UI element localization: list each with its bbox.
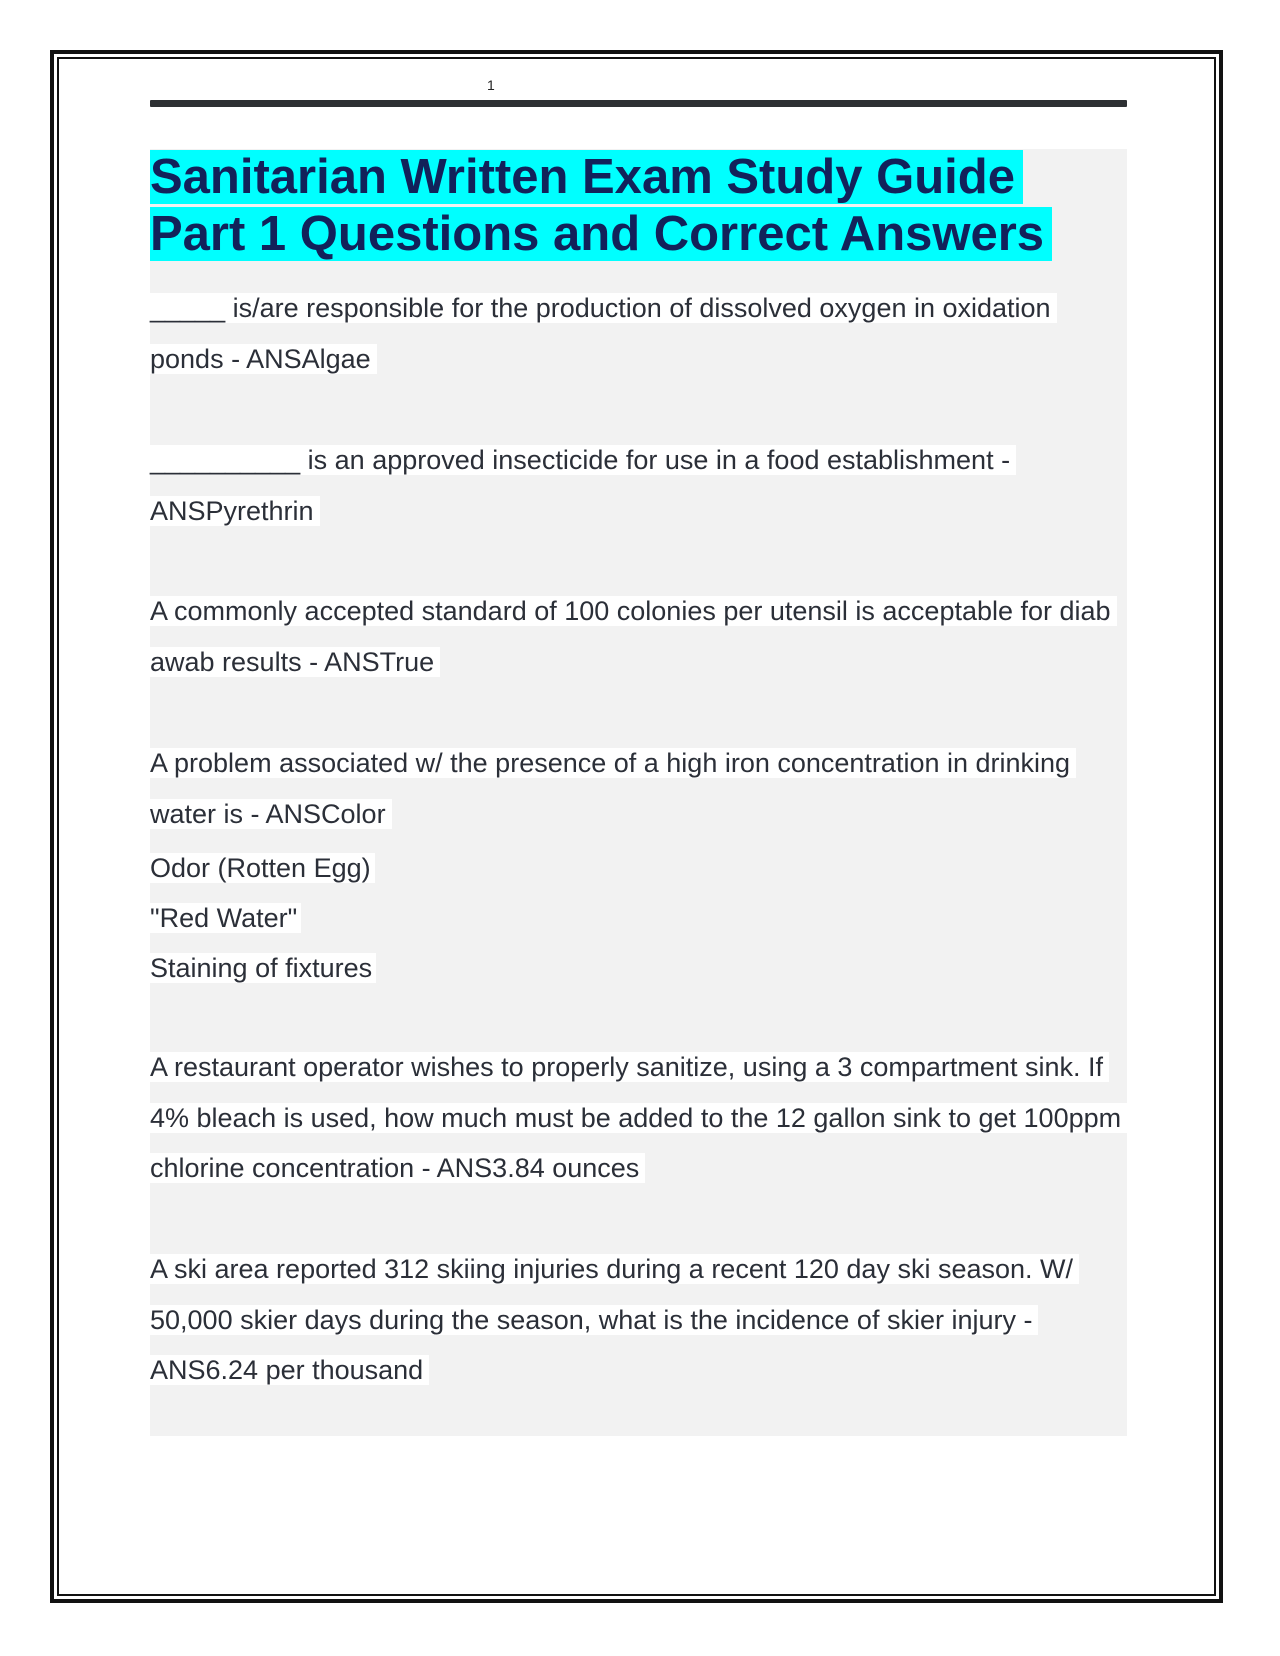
- qa-item-4-extra-line-3: Staining of fixtures: [150, 943, 1127, 993]
- qa-item-3-text: A commonly accepted standard of 100 colonies per utensil is acceptable for diab awab results - ANSTrue: [150, 596, 1117, 677]
- qa-item-4: [150, 738, 1127, 839]
- document-title: [150, 149, 1127, 263]
- title-line-1: Sanitarian Written Exam Study Guide: [150, 150, 1023, 204]
- qa-item-2: [150, 435, 1127, 536]
- title-line-2: Part 1 Questions and Correct Answers: [150, 207, 1052, 261]
- qa-item-5-text: A restaurant operator wishes to properly sanitize, using a 3 compartment sink. If 4% bleach is used, how much must be added to the 12 gallon sink to get 100ppm chlorine concentration - ANS3.84 ounces: [150, 1052, 1127, 1183]
- page-number: 1: [487, 77, 495, 93]
- qa-item-6-text: A ski area reported 312 skiing injuries during a recent 120 day ski season. W/ 50,000 skier days during the season, what is the incidence of skier injury - ANS6.24 per thousand: [150, 1254, 1079, 1385]
- qa-item-4-extra-line-1: Odor (Rotten Egg): [150, 843, 1127, 893]
- qa-item-3: [150, 586, 1127, 687]
- qa-item-1-text: _____ is/are responsible for the production of dissolved oxygen in oxidation ponds - ANSAlgae: [150, 293, 1057, 374]
- header-rule: [150, 100, 1127, 107]
- qa-item-6: [150, 1244, 1127, 1396]
- qa-item-4-text: A problem associated w/ the presence of a high iron concentration in drinking water is - ANSColor: [150, 748, 1076, 829]
- qa-item-4-extra-line-2: "Red Water": [150, 893, 1127, 943]
- qa-item-4-extra: [150, 843, 1127, 993]
- qa-item-2-text: __________ is an approved insecticide for use in a food establishment - ANSPyrethrin: [150, 445, 1016, 526]
- qa-item-5: [150, 1042, 1127, 1194]
- qa-item-1: [150, 283, 1127, 384]
